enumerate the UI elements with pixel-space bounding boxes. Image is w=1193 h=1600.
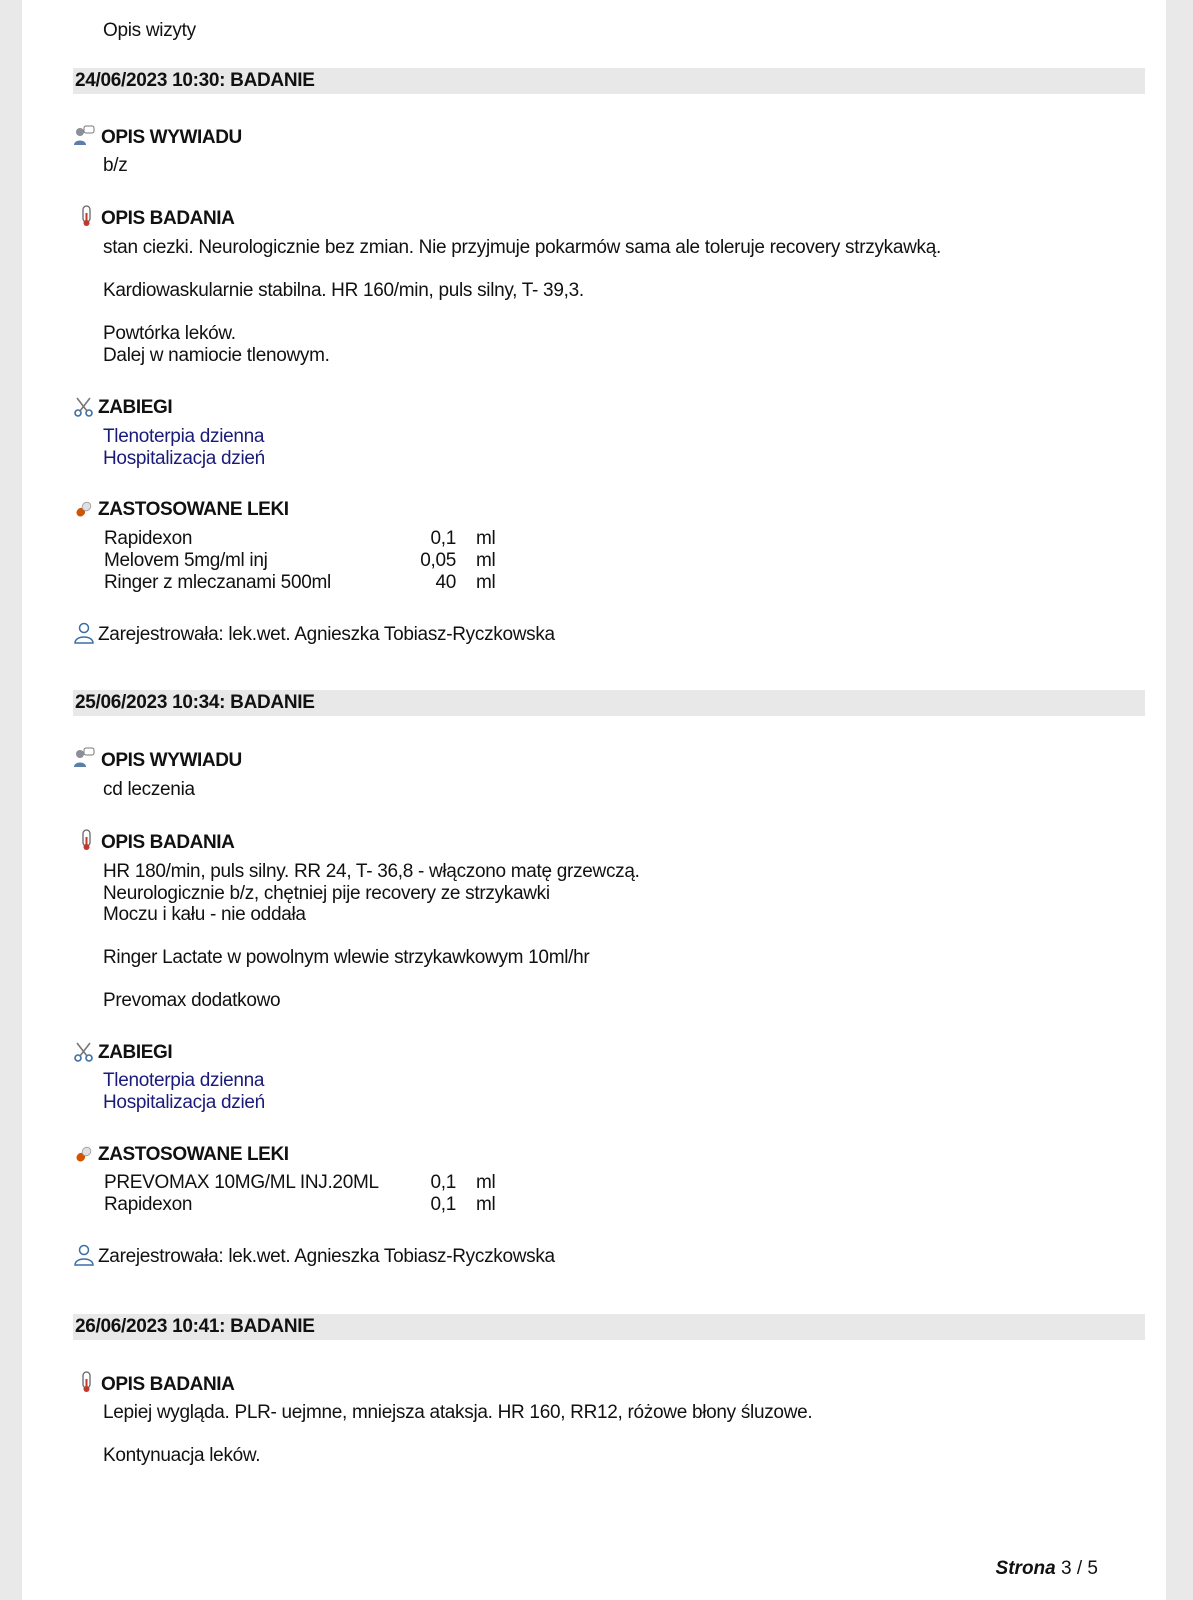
- badanie-title: OPIS BADANIA: [101, 208, 235, 229]
- visit-header: 25/06/2023 10:34: BADANIE: [75, 692, 315, 713]
- medication-name: Ringer z mleczanami 500ml: [104, 572, 331, 593]
- badanie-line: Ringer Lactate w powolnym wlewie strzykawkowym 10ml/hr: [103, 947, 590, 968]
- zabieg-item: Hospitalizacja dzień: [103, 448, 265, 469]
- wywiad-text: cd leczenia: [103, 779, 195, 800]
- badanie-line: Moczu i kału - nie oddała: [103, 904, 306, 925]
- badanie-line: Dalej w namiocie tlenowym.: [103, 345, 330, 366]
- pill-icon: [72, 497, 96, 521]
- visit-header: 26/06/2023 10:41: BADANIE: [75, 1316, 315, 1337]
- badanie-line: Lepiej wygląda. PLR- uejmne, mniejsza ataksja. HR 160, RR12, różowe błony śluzowe.: [103, 1402, 813, 1423]
- medication-row: [104, 572, 524, 594]
- medication-unit: ml: [476, 1194, 496, 1215]
- badanie-line: Kontynuacja leków.: [103, 1445, 261, 1466]
- medication-row: [104, 1172, 524, 1194]
- medication-unit: ml: [476, 528, 496, 549]
- current-page: 3: [1061, 1558, 1072, 1579]
- scissors-icon: [72, 1040, 96, 1064]
- pill-icon: [72, 1142, 96, 1166]
- medication-row: [104, 550, 524, 572]
- person-speech-icon: [72, 746, 96, 770]
- visit-header-bar: [73, 690, 1145, 716]
- user-icon: [72, 1243, 96, 1267]
- badanie-line: HR 180/min, puls silny. RR 24, T- 36,8 - włączono matę grzewczą.: [103, 861, 640, 882]
- wywiad-text: b/z: [103, 155, 128, 176]
- medication-row: [104, 528, 524, 550]
- visit-header-bar: [73, 1314, 1145, 1340]
- medication-unit: ml: [476, 1172, 496, 1193]
- thermometer-icon: [75, 1371, 99, 1395]
- thermometer-icon: [75, 829, 99, 853]
- thermometer-icon: [75, 205, 99, 229]
- badanie-title: OPIS BADANIA: [101, 1374, 235, 1395]
- zabiegi-title: ZABIEGI: [98, 397, 173, 418]
- leki-title: ZASTOSOWANE LEKI: [98, 1144, 289, 1165]
- medication-name: Rapidexon: [104, 528, 193, 549]
- page-number: [996, 1558, 1098, 1580]
- medication-unit: ml: [476, 550, 496, 571]
- registered-by: Zarejestrowała: lek.wet. Agnieszka Tobiasz-Ryczkowska: [98, 1246, 555, 1267]
- total-pages: / 5: [1076, 1558, 1098, 1579]
- zabiegi-title: ZABIEGI: [98, 1042, 173, 1063]
- user-icon: [72, 621, 96, 645]
- badanie-line: Kardiowaskularnie stabilna. HR 160/min, puls silny, T- 39,3.: [103, 280, 584, 301]
- badanie-line: Neurologicznie b/z, chętniej pije recovery ze strzykawki: [103, 883, 550, 904]
- medication-quantity: 0,1: [430, 528, 456, 549]
- badanie-line: Prevomax dodatkowo: [103, 990, 281, 1011]
- medication-unit: ml: [476, 572, 496, 593]
- wywiad-title: OPIS WYWIADU: [101, 127, 242, 148]
- zabieg-item: Tlenoterpia dzienna: [103, 1070, 265, 1091]
- badanie-line: stan ciezki. Neurologicznie bez zmian. Nie przyjmuje pokarmów sama ale toleruje recovery strzykawką.: [103, 237, 941, 258]
- document-page: [22, 0, 1166, 1600]
- leki-title: ZASTOSOWANE LEKI: [98, 499, 289, 520]
- visit-header-bar: [73, 68, 1145, 94]
- medication-name: PREVOMAX 10MG/ML INJ.20ML: [104, 1172, 379, 1193]
- medication-name: Rapidexon: [104, 1194, 193, 1215]
- medication-name: Melovem 5mg/ml inj: [104, 550, 268, 571]
- badanie-title: OPIS BADANIA: [101, 832, 235, 853]
- medication-quantity: 0,1: [430, 1194, 456, 1215]
- page-label: Strona: [995, 1558, 1056, 1579]
- zabieg-item: Hospitalizacja dzień: [103, 1092, 265, 1113]
- medication-quantity: 0,1: [430, 1172, 456, 1193]
- visit-description-label: Opis wizyty: [103, 20, 196, 41]
- medication-quantity: 0,05: [420, 550, 456, 571]
- medication-quantity: 40: [435, 572, 456, 593]
- registered-by: Zarejestrowała: lek.wet. Agnieszka Tobiasz-Ryczkowska: [98, 624, 555, 645]
- scissors-icon: [72, 395, 96, 419]
- person-speech-icon: [72, 124, 96, 148]
- medication-row: [104, 1194, 524, 1216]
- wywiad-title: OPIS WYWIADU: [101, 750, 242, 771]
- zabieg-item: Tlenoterpia dzienna: [103, 426, 265, 447]
- badanie-line: Powtórka leków.: [103, 323, 236, 344]
- visit-header: 24/06/2023 10:30: BADANIE: [75, 70, 315, 91]
